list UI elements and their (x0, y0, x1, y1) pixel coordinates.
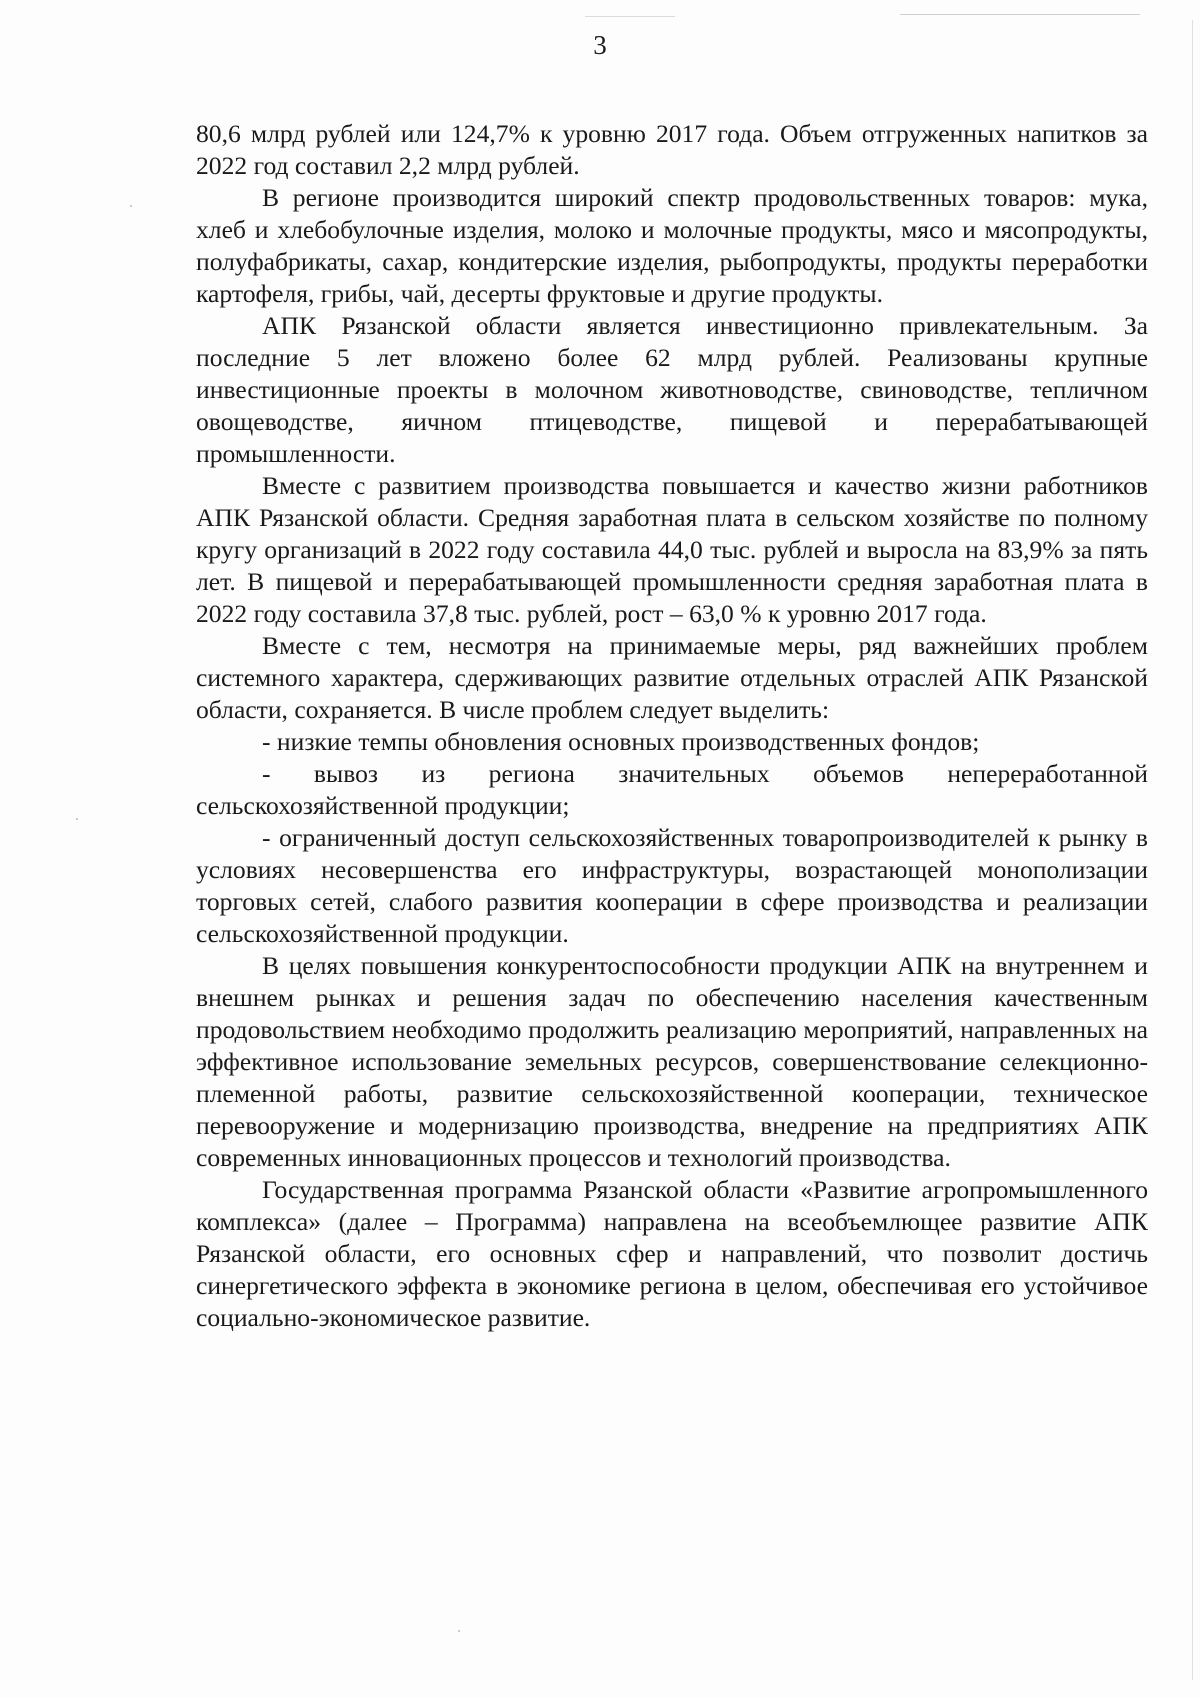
body-text (196, 118, 1148, 1334)
paragraph: 80,6 млрд рублей или 124,7% к уровню 2017 года. Объем отгруженных напитков за 2022 год составил 2,2 млрд рублей. (196, 119, 1148, 180)
paragraph: Государственная программа Рязанской области «Развитие агропромышленного комплекса» (далее – Программа) направлена на всеобъемлющее развитие АПК Рязанской области, его основных сфер и направлений, что позволит достичь синергетического эффекта в экономике региона в целом, обеспечивая его устойчивое социально-экономическое развитие. (196, 1175, 1148, 1332)
scan-artifact-top-center (585, 16, 675, 17)
scan-dot (76, 818, 78, 820)
paragraph: Вместе с тем, несмотря на принимаемые меры, ряд важнейших проблем системного характера, сдерживающих развитие отдельных отраслей АПК Рязанской области, сохраняется. В числе проблем следует выделить: (196, 631, 1148, 724)
paragraph: В целях повышения конкурентоспособности продукции АПК на внутреннем и внешнем рынках и решения задач по обеспечению населения качественным продовольствием необходимо продолжить реализацию мероприятий, направленных на эффективное использование земельных ресурсов, совершенствование селекционно-племенной работы, развитие сельскохозяйственной кооперации, техническое перевооружение и модернизацию производства, внедрение на предприятиях АПК современных инновационных процессов и технологий производства. (196, 951, 1148, 1172)
list-item: - вывоз из региона значительных объемов непереработанной сельскохозяйственной продукции; (196, 759, 1148, 820)
scan-dot (458, 1630, 460, 1632)
scan-dot (130, 205, 132, 207)
scan-artifact-right-edge (1192, 20, 1193, 1680)
page-number: 3 (593, 30, 607, 60)
paragraph: АПК Рязанской области является инвестиционно привлекательным. За последние 5 лет вложено более 62 млрд рублей. Реализованы крупные инвестиционные проекты в молочном животноводстве, свиноводстве, тепличном овощеводстве, яичном птицеводстве, пищевой и перерабатывающей промышленности. (196, 311, 1148, 468)
list-item: - низкие темпы обновления основных производственных фондов; (262, 727, 980, 756)
list-item: - ограниченный доступ сельскохозяйственных товаропроизводителей к рынку в условиях несовершенства его инфраструктуры, возрастающей монополизации торговых сетей, слабого развития кооперации в сфере производства и реализации сельскохозяйственной продукции. (196, 823, 1148, 948)
scan-artifact-top-right (900, 14, 1140, 15)
paragraph: В регионе производится широкий спектр продовольственных товаров: мука, хлеб и хлебобулочные изделия, молоко и молочные продукты, мясо и мясопродукты, полуфабрикаты, сахар, кондитерские изделия, рыбопродукты, продукты переработки картофеля, грибы, чай, десерты фруктовые и другие продукты. (196, 183, 1148, 308)
paragraph: Вместе с развитием производства повышается и качество жизни работников АПК Рязанской области. Средняя заработная плата в сельском хозяйстве по полному кругу организаций в 2022 году составила 44,0 тыс. рублей и выросла на 83,9% за пять лет. В пищевой и перерабатывающей промышленности средняя заработная плата в 2022 году составила 37,8 тыс. рублей, рост – 63,0 % к уровню 2017 года. (196, 471, 1148, 628)
